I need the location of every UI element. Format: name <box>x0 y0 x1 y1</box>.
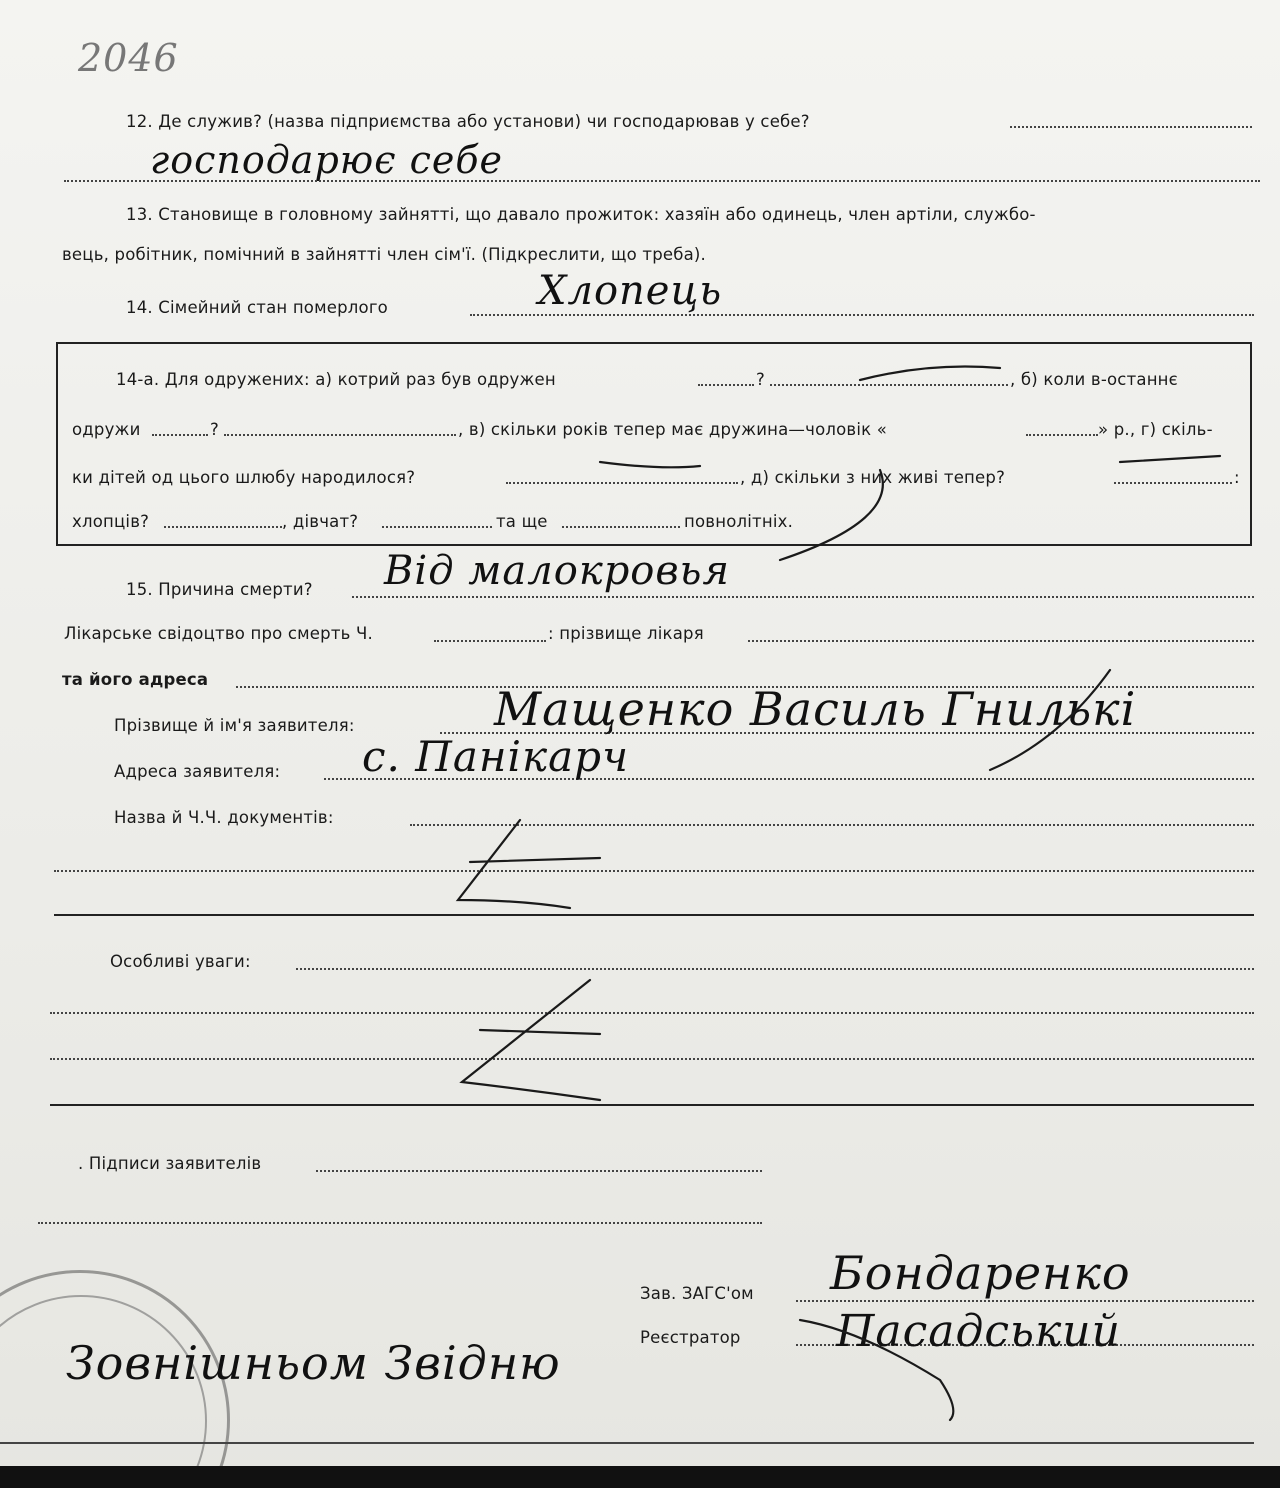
q13-line-1: 13. Становище в головному зайнятті, що давало прожиток: хазяїн або одинець, член артіли, службо- <box>126 205 1036 224</box>
applicant-address-label: Адреса заявителя: <box>114 762 281 781</box>
notes-cross-bar <box>480 1030 600 1034</box>
margin-note: Зовнішньом Звідню <box>66 1336 561 1390</box>
q14a-dash-1 <box>860 367 1000 381</box>
q14a-qmark-2: ? <box>210 420 219 439</box>
q14a-line-3b: , д) скільки з них живі тепер? <box>740 468 1006 487</box>
applicant-name-value: Мащенко Василь Гнилькі <box>494 682 1137 736</box>
q14-label: 14. Сімейний стан померлого <box>126 298 388 317</box>
q14a-line-1a: 14-а. Для одружених: а) котрий раз був одружен <box>116 370 556 389</box>
applicant-long-stroke <box>990 670 1110 770</box>
q14a-qmark-1: ? <box>756 370 765 389</box>
q14a-line-3a: ки дітей од цього шлюбу народилося? <box>72 468 416 487</box>
doctor-surname-label: : прізвище лікаря <box>548 624 704 643</box>
applicant-signatures-label: . Підписи заявителів <box>78 1154 262 1173</box>
registrar-flourish <box>800 1320 953 1420</box>
scan-bottom-edge <box>0 1466 1280 1488</box>
q14a-line-4b: , дівчат? <box>282 512 359 531</box>
q12-label: 12. Де служив? (назва підприємства або установи) чи господарював у себе? <box>126 112 810 131</box>
q14a-dash-3 <box>1120 456 1220 462</box>
q14a-crossing-stroke <box>780 470 883 560</box>
q14a-line-4a: хлопців? <box>72 512 150 531</box>
registry-head-signature: Бондаренко <box>830 1246 1131 1300</box>
notes-cross-stroke <box>462 980 600 1100</box>
registry-head-label: Зав. ЗАГС'ом <box>640 1284 754 1303</box>
q14a-colon: : <box>1234 468 1240 487</box>
registrar-signature: Пасадський <box>836 1306 1121 1357</box>
q14a-line-2a: одружи <box>72 420 141 439</box>
q14a-line-4c: та ще <box>496 512 548 531</box>
registrar-label: Реєстратор <box>640 1328 741 1347</box>
q14a-line-2c: » р., г) скіль- <box>1098 420 1213 439</box>
notes-label: Особливі уваги: <box>110 952 251 971</box>
applicant-address-value: с. Панікарч <box>362 732 630 781</box>
documents-cross-stroke <box>458 820 570 908</box>
q14-answer: Хлопець <box>538 268 723 314</box>
q14a-line-1b: , б) коли в-останнє <box>1010 370 1178 389</box>
q13-line-2: вець, робітник, помічний в зайнятті член сім'ї. (Підкреслити, що треба). <box>62 245 706 264</box>
documents-label: Назва й Ч.Ч. документів: <box>114 808 334 827</box>
q14a-line-2b: , в) скільки років тепер має дружина—чоловік « <box>458 420 888 439</box>
q14a-line-4d: повнолітніх. <box>684 512 794 531</box>
doctor-address-label: та його адреса <box>62 670 209 689</box>
applicant-name-label: Прізвище й ім'я заявителя: <box>114 716 355 735</box>
archive-number: 2046 <box>78 36 179 80</box>
q14a-dash-2 <box>600 462 700 467</box>
medical-certificate-label: Лікарське свідоцтво про смерть Ч. <box>64 624 373 643</box>
q12-answer: господарює себе <box>150 138 504 182</box>
q15-label: 15. Причина смерти? <box>126 580 313 599</box>
q15-answer: Від малокровья <box>384 548 730 594</box>
